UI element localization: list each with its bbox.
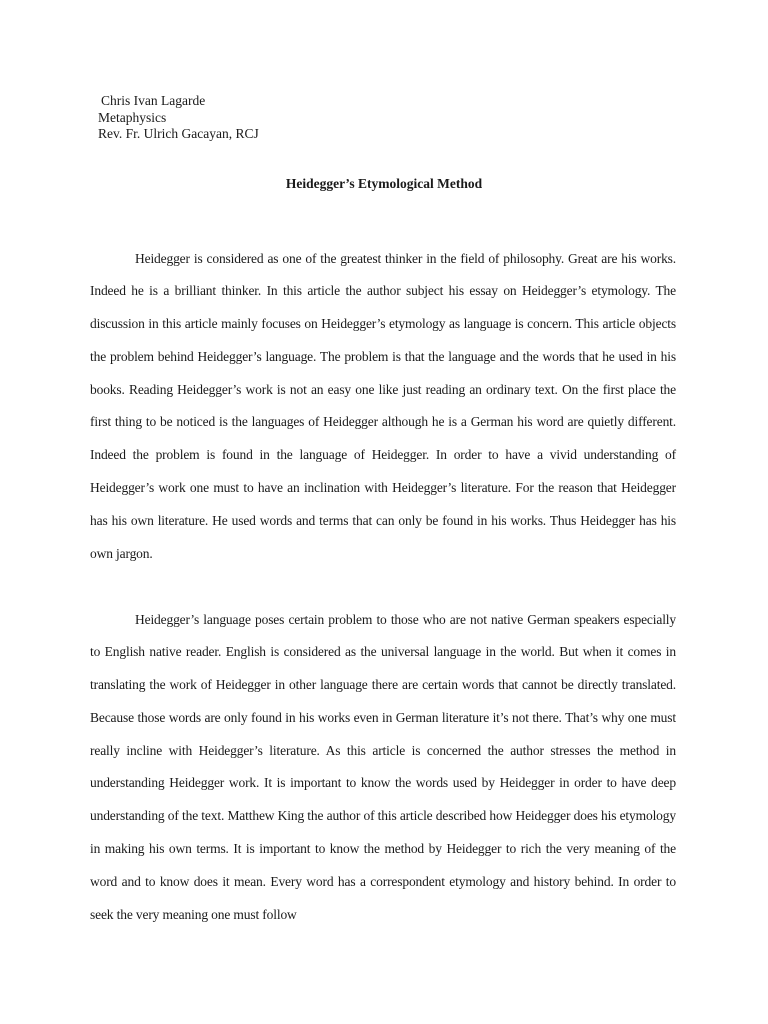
document-title: Heidegger’s Etymological Method <box>285 176 483 191</box>
paragraph-2: Heidegger’s language poses certain problem to those who are not native German speakers especially to English native reader. English is considered as the universal language in the world. But when it comes in translating the work of Heidegger in other language there are certain words that cannot be directly translated. Because those words are only found in his works even in German literature it’s not there. That’s why one must really incline with Heidegger’s literature. As this article is concerned the author stresses the method in understanding Heidegger work. It is important to know the words used by Heidegger in order to have deep understanding of the text. Matthew King the author of this article described how Heidegger does his etymology in making his own terms. It is important to know the method by Heidegger to rich the very meaning of the word and to know does it mean. Every word has a correspondent etymology and history behind. In order to seek the very meaning one must follow <box>90 611 676 922</box>
course-name: Metaphysics <box>98 109 167 125</box>
author-name: Chris Ivan Lagarde <box>101 93 206 108</box>
paragraph-1: Heidegger is considered as one of the greatest thinker in the field of philosophy. Great are his works. Indeed he is a brilliant thinker. In this article the author subject his essay on Heidegger’s etymology. The discussion in this article mainly focuses on Heidegger’s etymology as language is concern. This article objects the problem behind Heidegger’s language. The problem is that the language and the words that he used in his books. Reading Heidegger’s work is not an easy one like just reading an ordinary text. On the first place the first thing to be noticed is the languages of Heidegger although he is a German his word are quietly different. Indeed the problem is found in the language of Heidegger. In order to have a vivid understanding of Heidegger’s work one must to have an inclination with Heidegger’s literature. For the reason that Heidegger has his own literature. He used words and terms that can only be found in his works. Thus Heidegger has his own jargon. <box>90 250 676 561</box>
instructor-name: Rev. Fr. Ulrich Gacayan, RCJ <box>98 126 259 141</box>
header-block <box>98 93 259 143</box>
